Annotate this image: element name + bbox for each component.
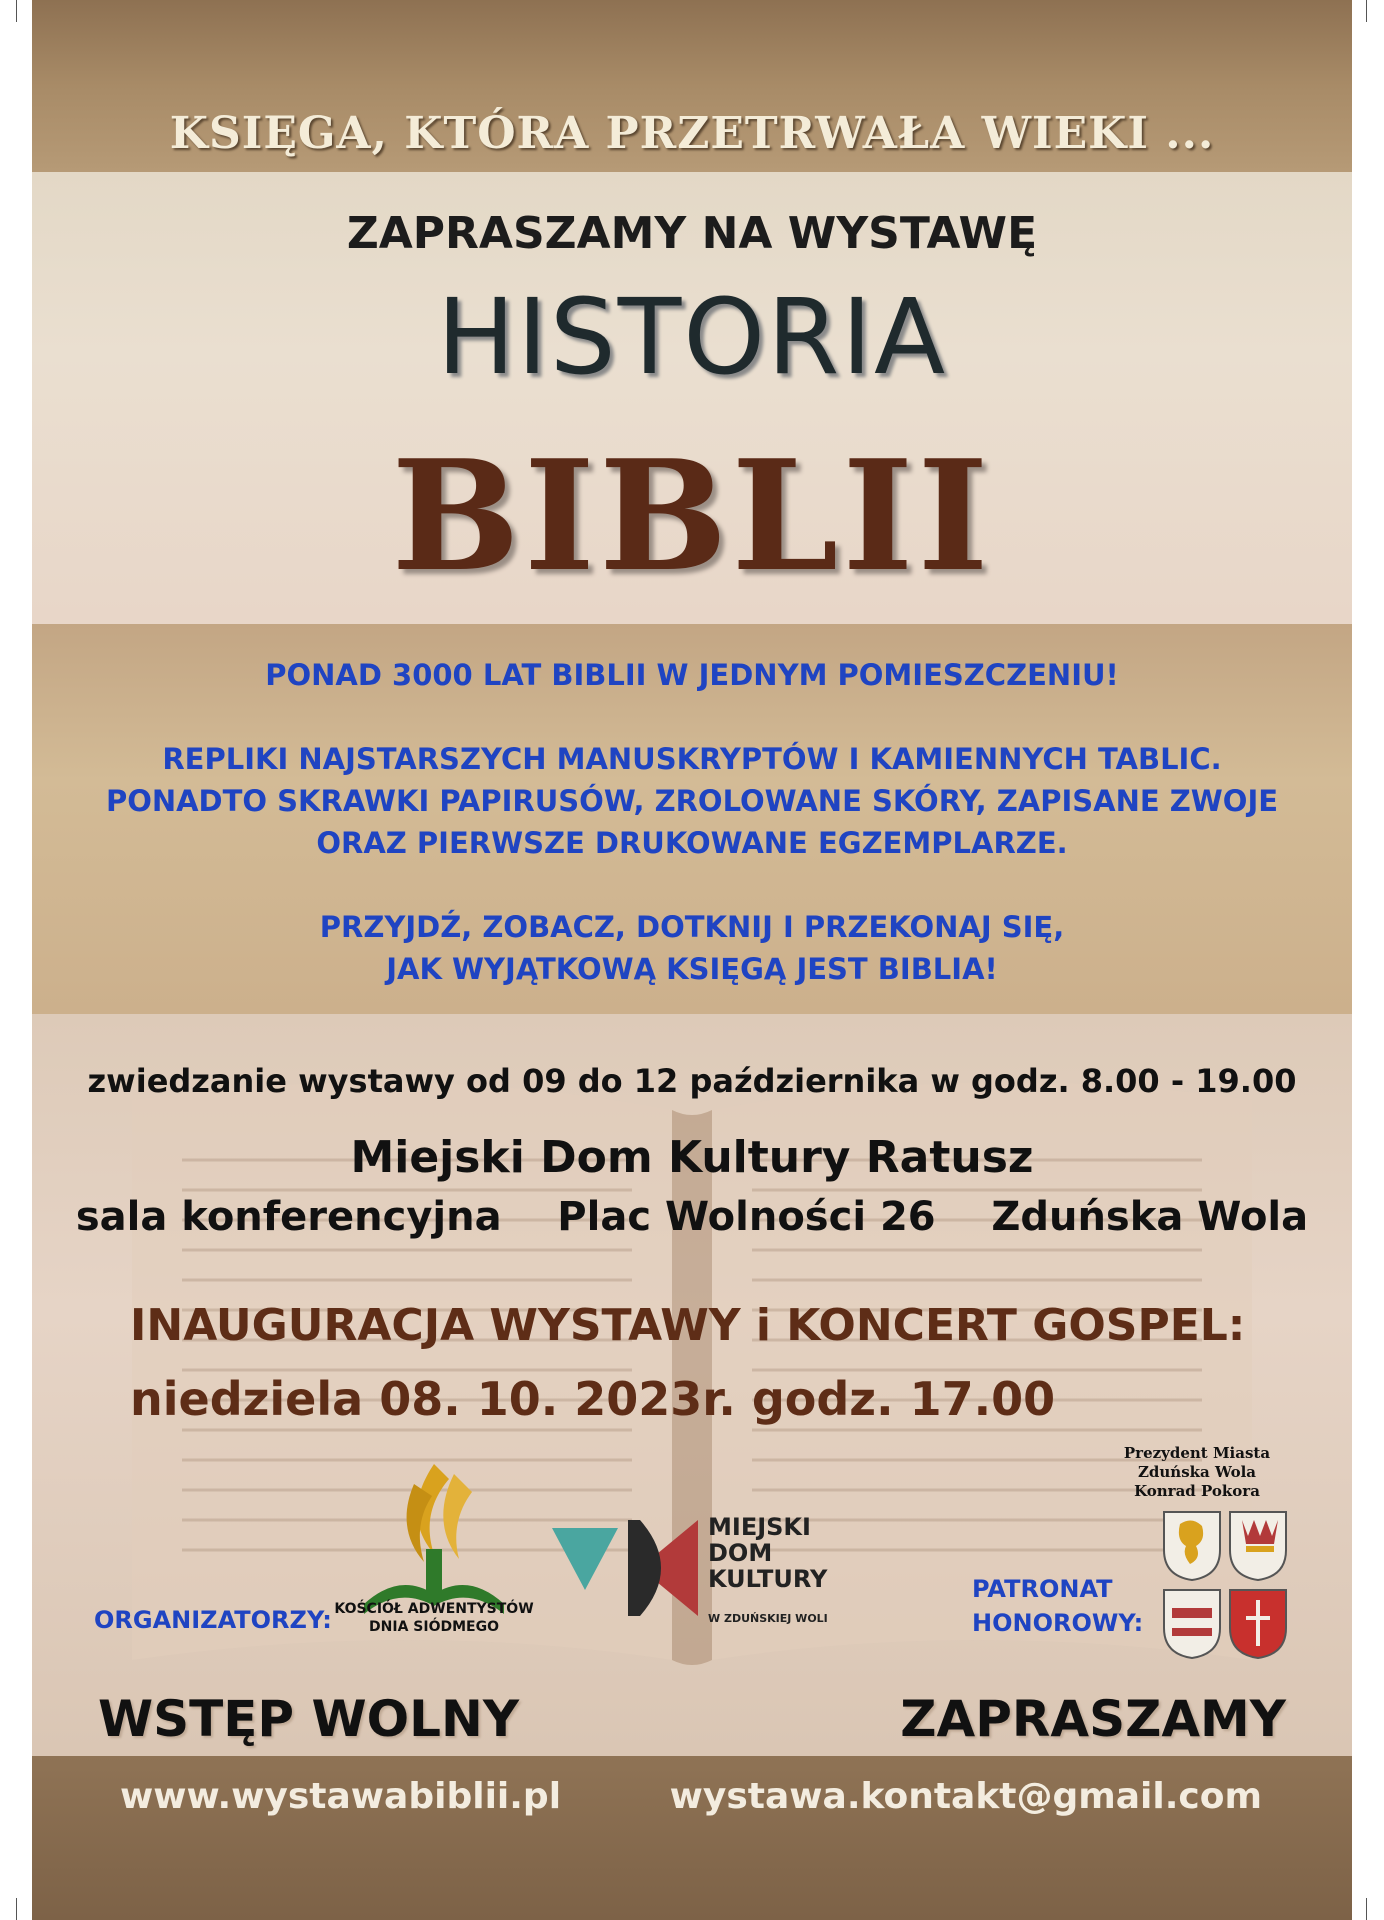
visit-hours: zwiedzanie wystawy od 09 do 12 października w godz. 8.00 - 19.00 <box>87 1062 1297 1100</box>
mdk-line-3: KULTURY <box>708 1565 828 1593</box>
invite-footer: ZAPRASZAMY <box>900 1690 1286 1748</box>
mdk-line-2: DOM <box>708 1539 773 1567</box>
website-link[interactable]: www.wystawabiblii.pl <box>120 1776 562 1817</box>
inauguration-title: INAUGURACJA WYSTAWY i KONCERT GOSPEL: <box>130 1300 1246 1351</box>
church-name-line-1: KOŚCIÓŁ ADWENTYSTÓW <box>334 1601 534 1617</box>
venue-name: Miejski Dom Kultury Ratusz <box>350 1132 1034 1183</box>
exhibition-invite: ZAPRASZAMY NA WYSTAWĘ <box>346 208 1038 259</box>
free-entry: WSTĘP WOLNY <box>98 1690 520 1748</box>
mdk-subtitle: W ZDUŃSKIEJ WOLI <box>708 1612 828 1625</box>
patron-line-2: Zduńska Wola <box>1137 1463 1257 1481</box>
description-line-2: REPLIKI NAJSTARSZYCH MANUSKRYPTÓW I KAMIENNYCH TABLIC. <box>162 742 1222 776</box>
inauguration-date: niedziela 08. 10. 2023r. godz. 17.00 <box>130 1372 1056 1426</box>
city-crest-icon <box>1162 1510 1222 1582</box>
description-line-1: PONAD 3000 LAT BIBLII W JEDNYM POMIESZCZENIU! <box>265 658 1119 692</box>
city-crest-icon <box>1228 1510 1288 1582</box>
patron-line-3: Konrad Pokora <box>1134 1482 1260 1500</box>
mdk-name <box>708 1514 827 1592</box>
patronage-label-line-1: PATRONAT <box>972 1575 1113 1603</box>
poster <box>32 0 1352 1920</box>
honorary-patron <box>1122 1444 1272 1501</box>
crop-mark-top-left <box>16 0 17 22</box>
crop-mark-bottom-right <box>1366 1898 1367 1920</box>
email-link[interactable]: wystawa.kontakt@gmail.com <box>669 1776 1262 1817</box>
patronage-label <box>972 1572 1143 1640</box>
crop-mark-top-right <box>1366 0 1367 22</box>
mdk-line-1: MIEJSKI <box>708 1513 811 1541</box>
patron-line-1: Prezydent Miasta <box>1123 1444 1271 1462</box>
crop-mark-bottom-left <box>16 1898 17 1920</box>
city-crest-icon <box>1228 1588 1288 1660</box>
church-name <box>324 1600 544 1636</box>
organizers-label: ORGANIZATORZY: <box>94 1606 332 1634</box>
top-title: KSIĘGA, KTÓRA PRZETRWAŁA WIEKI ... <box>169 108 1215 159</box>
title-historia: HISTORIA <box>436 276 948 398</box>
city-crest-icon <box>1162 1588 1222 1660</box>
description-line-3: PONADTO SKRAWKI PAPIRUSÓW, ZROLOWANE SKÓRY, ZAPISANE ZWOJE <box>105 784 1279 818</box>
title-biblii: BIBLII <box>391 426 993 605</box>
patronage-label-line-2: HONOROWY: <box>972 1609 1144 1637</box>
description-line-4: ORAZ PIERWSZE DRUKOWANE EGZEMPLARZE. <box>316 826 1068 860</box>
church-name-line-2: DNIA SIÓDMEGO <box>369 1619 499 1635</box>
description-line-5: PRZYJDŹ, ZOBACZ, DOTKNIJ I PRZEKONAJ SIĘ, <box>319 910 1065 944</box>
venue-address: sala konferencyjna Plac Wolności 26 Zduńska Wola <box>75 1194 1309 1240</box>
description-line-6: JAK WYJĄTKOWĄ KSIĘGĄ JEST BIBLIA! <box>386 952 998 986</box>
mdk-logo-icon <box>552 1510 702 1620</box>
